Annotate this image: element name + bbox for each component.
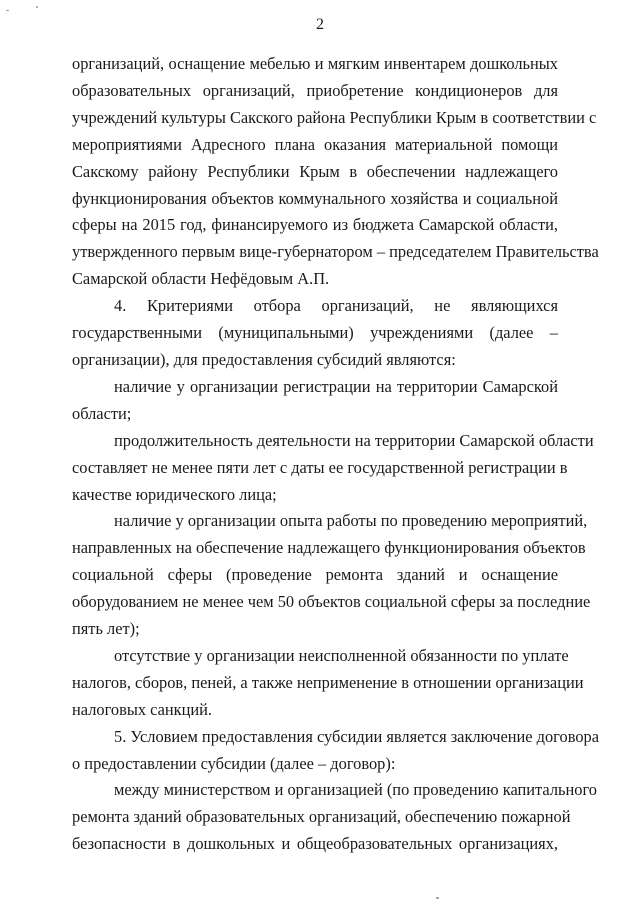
text-line: безопасности в дошкольных и общеобразовательных организациях,	[72, 834, 558, 854]
document-body	[72, 51, 599, 858]
text-line: сферы на 2015 год, финансируемого из бюджета Самарской области,	[72, 215, 558, 235]
text-line: наличие у организации опыта работы по проведению мероприятий,	[114, 511, 588, 531]
paragraph-criterion-registration	[72, 374, 558, 428]
paragraph-item-4	[72, 293, 558, 374]
text-line: оборудованием не менее чем 50 объектов социальной сферы за последние	[72, 592, 591, 612]
text-line: государственными (муниципальными) учреждениями (далее –	[72, 323, 558, 343]
text-line: организации), для предоставления субсидий являются:	[72, 349, 456, 369]
text-line: налоговых санкций.	[72, 699, 213, 719]
text-line: составляет не менее пяти лет с даты ее государственной регистрации в	[72, 457, 568, 477]
text-line: области;	[72, 403, 132, 423]
text-line: 4. Критериями отбора организаций, не являющихся	[114, 296, 558, 316]
paragraph-item-5	[72, 724, 599, 778]
text-line: направленных на обеспечение надлежащего функционирования объектов	[72, 538, 586, 558]
paragraph-criterion-experience	[72, 508, 591, 643]
paragraph-criterion-taxes	[72, 643, 584, 724]
text-line: наличие у организации регистрации на территории Самарской	[114, 376, 558, 396]
text-line: налогов, сборов, пеней, а также неприменение в отношении организации	[72, 672, 584, 692]
text-line: пять лет);	[72, 619, 140, 639]
scan-speck	[6, 10, 9, 11]
text-line: качестве юридического лица;	[72, 484, 277, 504]
text-line: мероприятиями Адресного плана оказания материальной помощи	[72, 134, 558, 154]
paragraph-criterion-duration	[72, 428, 594, 509]
text-line: организаций, оснащение мебелью и мягким инвентарем дошкольных	[72, 54, 558, 73]
text-line: 5. Условием предоставления субсидии является заключение договора	[114, 726, 599, 746]
paragraph-1	[72, 51, 599, 293]
text-line: Сакскому району Республики Крым в обеспечении надлежащего	[72, 161, 558, 181]
text-line: учреждений культуры Сакского района Республики Крым в соответствии с	[72, 107, 597, 127]
scan-speck	[436, 897, 439, 899]
text-line: функционирования объектов коммунального хозяйства и социальной	[72, 188, 558, 208]
text-line: ремонта зданий образовательных организаций, обеспечению пожарной	[72, 807, 571, 827]
text-line: между министерством и организацией (по проведению капитального	[114, 780, 597, 800]
text-line: отсутствие у организации неисполненной обязанности по уплате	[114, 645, 569, 665]
paragraph-agreement-ministry	[72, 777, 597, 858]
text-line: продолжительность деятельности на территории Самарской области	[114, 430, 594, 450]
text-line: Самарской области Нефёдовым А.П.	[72, 269, 330, 289]
page-number: 2	[316, 16, 324, 33]
text-line: о предоставлении субсидии (далее – договор):	[72, 753, 396, 773]
text-line: образовательных организаций, приобретение кондиционеров для	[72, 80, 558, 100]
text-line: утвержденного первым вице-губернатором – председателем Правительства	[72, 242, 599, 262]
scan-speck	[36, 6, 38, 8]
text-line: социальной сферы (проведение ремонта зданий и оснащение	[72, 565, 558, 585]
